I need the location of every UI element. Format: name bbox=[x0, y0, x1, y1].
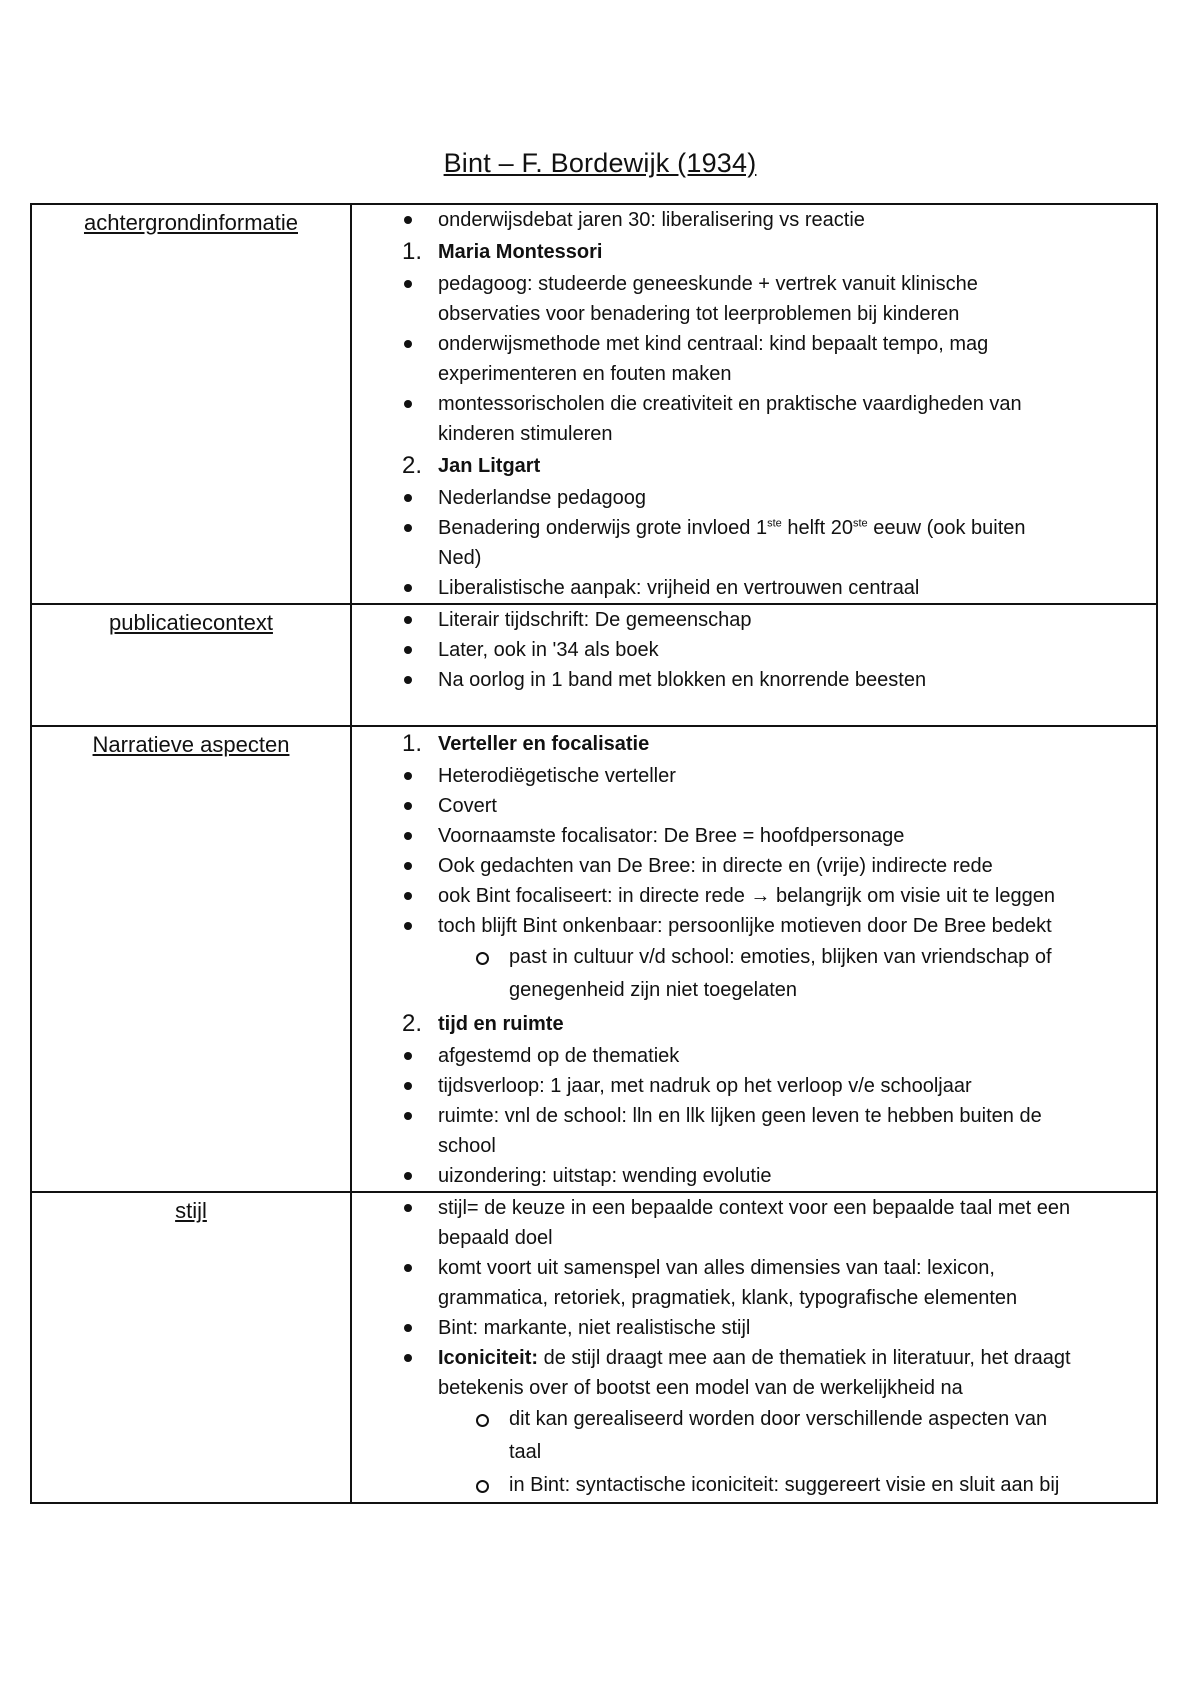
continuation-line bbox=[352, 1283, 1156, 1313]
item-text: afgestemd op de thematiek bbox=[438, 1045, 680, 1067]
item-text: komt voort uit samenspel van alles dimensies van taal: lexicon, bbox=[438, 1257, 995, 1279]
item-text: uizondering: uitstap: wending evolutie bbox=[438, 1165, 772, 1187]
table-row bbox=[31, 204, 1157, 604]
section-label-cell bbox=[31, 1192, 351, 1503]
item-text: Na oorlog in 1 band met blokken en knorrende beesten bbox=[438, 669, 927, 691]
numbered-heading bbox=[352, 449, 1156, 483]
section-label-cell bbox=[31, 604, 351, 726]
item-number: 2. bbox=[402, 452, 423, 479]
item-text: Liberalistische aanpak: vrijheid en vertrouwen centraal bbox=[438, 577, 920, 599]
item-text: de stijl draagt mee aan de thematiek in literatuur, het draagt bbox=[538, 1347, 1071, 1369]
section-content bbox=[351, 604, 1157, 726]
section-label-cell bbox=[31, 726, 351, 1192]
bullet-item bbox=[352, 1343, 1156, 1373]
item-text: helft 20 bbox=[781, 517, 853, 539]
table-row bbox=[31, 604, 1157, 726]
bullet-item bbox=[352, 1071, 1156, 1101]
numbered-heading bbox=[352, 235, 1156, 269]
item-text: Verteller en focalisatie bbox=[438, 733, 650, 755]
bullet-item bbox=[352, 1041, 1156, 1071]
continuation-line bbox=[352, 359, 1156, 389]
item-text: pedagoog: studeerde geneeskunde + vertrek vanuit klinische bbox=[438, 273, 978, 295]
bullet-item bbox=[352, 1101, 1156, 1131]
bullet-item bbox=[352, 205, 1156, 235]
bullet-item bbox=[352, 573, 1156, 603]
continuation-line bbox=[352, 1436, 1156, 1469]
table-row bbox=[31, 726, 1157, 1192]
item-text: grammatica, retoriek, pragmatiek, klank, typografische elementen bbox=[438, 1287, 1018, 1309]
sub-bullet-item bbox=[352, 1469, 1156, 1502]
item-text: tijdsverloop: 1 jaar, met nadruk op het verloop v/e schooljaar bbox=[438, 1075, 972, 1097]
continuation-line bbox=[352, 1373, 1156, 1403]
continuation-line bbox=[352, 1131, 1156, 1161]
bullet-item bbox=[352, 269, 1156, 299]
bullet-item bbox=[352, 761, 1156, 791]
item-text: montessorischolen die creativiteit en praktische vaardigheden van bbox=[438, 393, 1022, 415]
sub-bullet-item bbox=[352, 1403, 1156, 1436]
item-text: eeuw (ook buiten bbox=[867, 517, 1026, 539]
item-number: 2. bbox=[402, 1010, 423, 1037]
section-label-cell bbox=[31, 204, 351, 604]
item-text: ook Bint focaliseert: in directe rede → belangrijk om visie uit te leggen bbox=[438, 885, 1055, 907]
continuation-line bbox=[352, 1223, 1156, 1253]
bullet-item bbox=[352, 1161, 1156, 1191]
item-text: Later, ook in '34 als boek bbox=[438, 639, 659, 661]
continuation-line bbox=[352, 299, 1156, 329]
bullet-item bbox=[352, 389, 1156, 419]
sub-bullet-item bbox=[352, 941, 1156, 974]
bullet-item bbox=[352, 821, 1156, 851]
continuation-line bbox=[352, 419, 1156, 449]
item-text: Voornaamste focalisator: De Bree = hoofdpersonage bbox=[438, 825, 905, 847]
item-text: stijl= de keuze in een bepaalde context voor een bepaalde taal met een bbox=[438, 1197, 1071, 1219]
item-text: toch blijft Bint onkenbaar: persoonlijke motieven door De Bree bedekt bbox=[438, 915, 1052, 937]
bullet-item bbox=[352, 1313, 1156, 1343]
item-text: Nederlandse pedagoog bbox=[438, 487, 646, 509]
item-text: tijd en ruimte bbox=[438, 1013, 564, 1035]
section-content bbox=[351, 204, 1157, 604]
section-label: publicatiecontext bbox=[109, 610, 273, 635]
item-text: observaties voor benadering tot leerproblemen bij kinderen bbox=[438, 303, 960, 325]
bullet-item bbox=[352, 791, 1156, 821]
bullet-item bbox=[352, 881, 1156, 911]
bullet-item bbox=[352, 665, 1156, 695]
table-row bbox=[31, 1192, 1157, 1503]
superscript: ste bbox=[767, 517, 782, 530]
bullet-item bbox=[352, 483, 1156, 513]
bullet-item bbox=[352, 605, 1156, 635]
document-title: Bint – F. Bordewijk (1934) bbox=[443, 148, 757, 178]
bullet-item bbox=[352, 513, 1156, 543]
item-text: taal bbox=[509, 1441, 542, 1463]
bullet-item bbox=[352, 851, 1156, 881]
item-text: past in cultuur v/d school: emoties, blijken van vriendschap of bbox=[509, 946, 1052, 968]
item-number: 1. bbox=[402, 730, 423, 757]
item-text: school bbox=[438, 1135, 496, 1157]
item-text: Jan Litgart bbox=[438, 455, 541, 477]
continuation-line bbox=[352, 974, 1156, 1007]
item-text: genegenheid zijn niet toegelaten bbox=[509, 979, 798, 1001]
section-label: Narratieve aspecten bbox=[92, 732, 290, 757]
item-text: onderwijsdebat jaren 30: liberalisering vs reactie bbox=[438, 209, 865, 231]
bullet-item bbox=[352, 329, 1156, 359]
item-text: Benadering onderwijs grote invloed 1 bbox=[438, 517, 768, 539]
item-text: Literair tijdschrift: De gemeenschap bbox=[438, 609, 752, 631]
item-text: Bint: markante, niet realistische stijl bbox=[438, 1317, 751, 1339]
item-text: kinderen stimuleren bbox=[438, 423, 613, 445]
section-content bbox=[351, 726, 1157, 1192]
item-text: onderwijsmethode met kind centraal: kind bepaalt tempo, mag bbox=[438, 333, 989, 355]
superscript: ste bbox=[852, 517, 868, 530]
bullet-item bbox=[352, 1253, 1156, 1283]
item-text: betekenis over of bootst een model van de werkelijkheid na bbox=[438, 1377, 963, 1399]
item-text: Ned) bbox=[438, 547, 482, 569]
notes-table bbox=[30, 203, 1158, 1504]
bullet-item bbox=[352, 1193, 1156, 1223]
continuation-line bbox=[352, 543, 1156, 573]
item-text: ruimte: vnl de school: lln en llk lijken geen leven te hebben buiten de bbox=[438, 1105, 1042, 1127]
item-text: Covert bbox=[438, 795, 497, 817]
bullet-item bbox=[352, 911, 1156, 941]
item-text: bepaald doel bbox=[438, 1227, 553, 1249]
numbered-heading bbox=[352, 727, 1156, 761]
section-label: stijl bbox=[175, 1198, 207, 1223]
section-label: achtergrondinformatie bbox=[83, 210, 298, 235]
numbered-heading bbox=[352, 1007, 1156, 1041]
section-content bbox=[351, 1192, 1157, 1503]
bullet-item bbox=[352, 635, 1156, 665]
item-number: 1. bbox=[402, 238, 423, 265]
item-text: in Bint: syntactische iconiciteit: suggereert visie en sluit aan bij bbox=[509, 1474, 1060, 1496]
item-text: Ook gedachten van De Bree: in directe en (vrije) indirecte rede bbox=[438, 855, 993, 877]
item-text: experimenteren en fouten maken bbox=[438, 363, 732, 385]
item-text: dit kan gerealiseerd worden door verschillende aspecten van bbox=[509, 1408, 1048, 1430]
item-bold-term: Iconiciteit: bbox=[438, 1347, 539, 1369]
item-text: Maria Montessori bbox=[438, 241, 603, 263]
item-text: Heterodiëgetische verteller bbox=[438, 765, 676, 787]
